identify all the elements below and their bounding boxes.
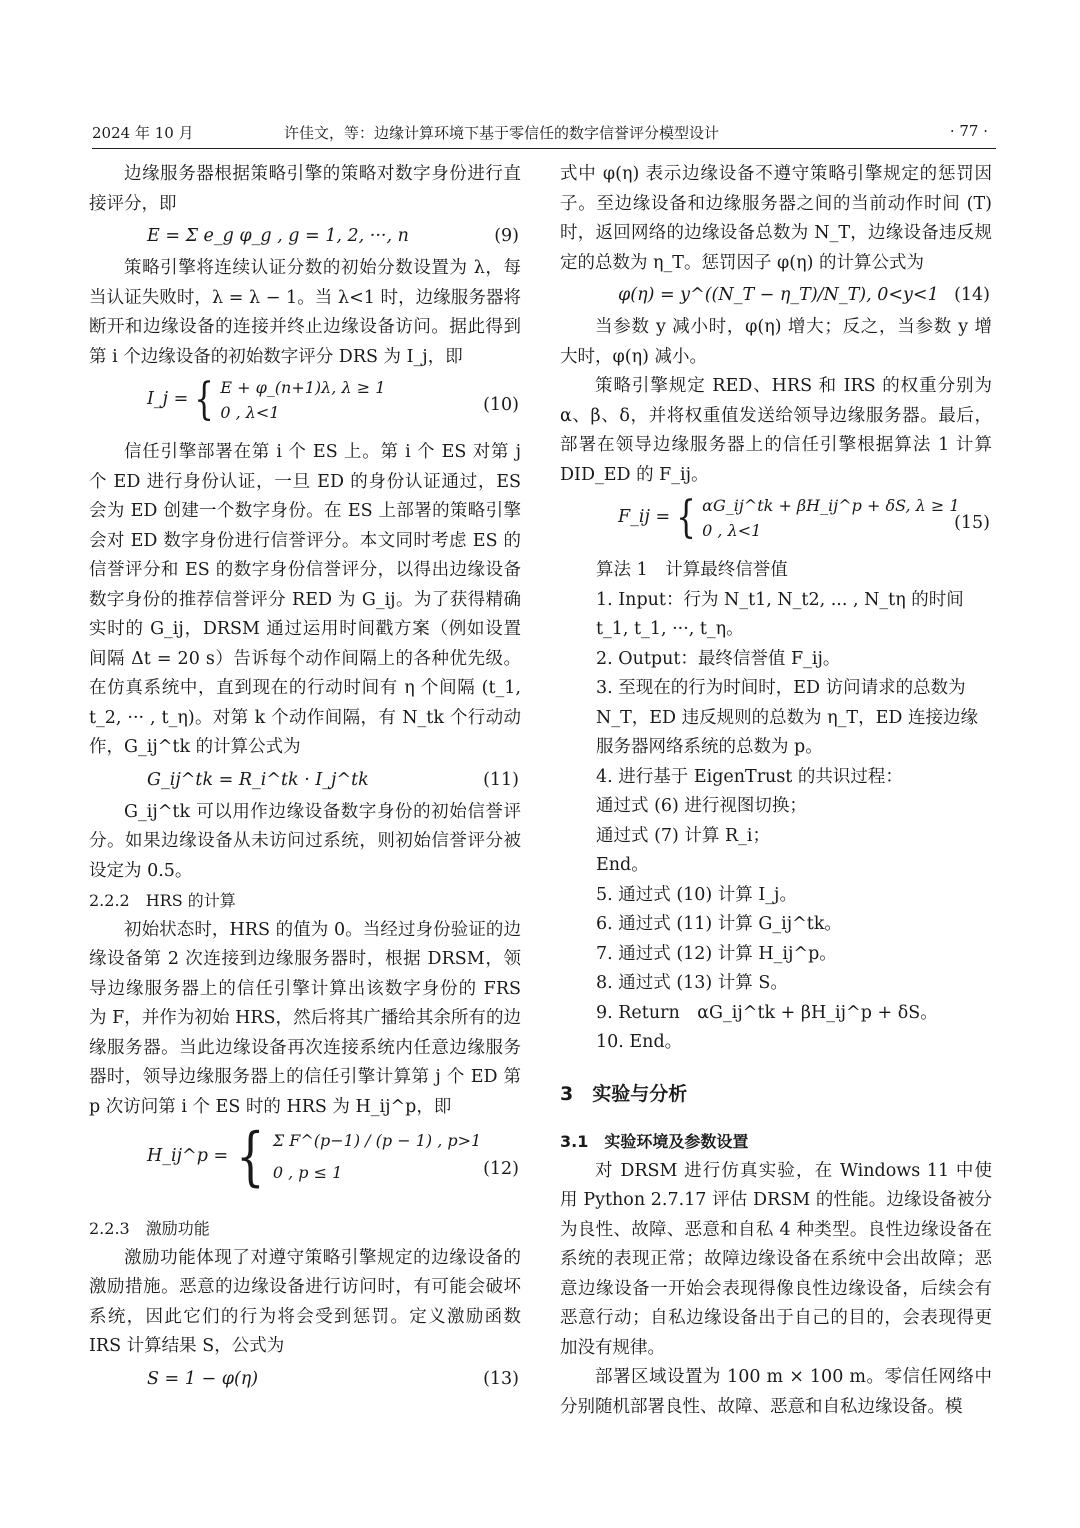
- equation-cases: [273, 1125, 481, 1189]
- paragraph: 策略引擎规定 RED、HRS 和 IRS 的权重分别为 α、β、δ，并将权重值发送给领导边缘服务器。最后，部署在领导边缘服务器上的信任引擎根据算法 1 计算 DID_ED 的 F_ij。: [560, 376, 992, 485]
- equation-12: [89, 1120, 521, 1211]
- equation-body: φ(η) = y^((N_T − η_T)/N_T), 0<y<1: [618, 285, 939, 305]
- header-date: 2024 年 10 月: [92, 124, 194, 142]
- equation-number: (10): [483, 395, 519, 415]
- subsection-heading: 3.1 实验环境及参数设置: [560, 1132, 749, 1151]
- algorithm-step: 5. 通过式 (10) 计算 I_j。: [596, 884, 797, 905]
- paragraph: 式中 φ(η) 表示边缘设备不遵守策略引擎规定的惩罚因子。至边缘设备和边缘服务器之间的当前动作时间 (T) 时，返回网络的边缘设备总数为 N_T，边缘设备违反规定的总数为 η_T。惩罚因子 φ(η) 的计算公式为: [560, 164, 992, 273]
- equation-cases: [220, 375, 385, 425]
- equation-case: 0 , λ<1: [702, 521, 762, 540]
- equation-14: [560, 281, 992, 310]
- algorithm-step: 7. 通过式 (12) 计算 H_ij^p。: [596, 943, 837, 964]
- equation-case: E + φ_(n+1)λ, λ ≥ 1: [220, 378, 386, 397]
- equation-15: [560, 493, 992, 553]
- running-header: [92, 118, 996, 149]
- equation-body: [618, 493, 960, 543]
- equation-number: (14): [954, 285, 990, 305]
- header-title: 许佳文，等：边缘计算环境下基于零信任的数字信誉评分模型设计: [284, 124, 720, 142]
- equation-body: [147, 1120, 482, 1194]
- equation-10: [89, 375, 521, 435]
- equation-case: 0 , λ<1: [220, 403, 280, 422]
- algorithm-step: 通过式 (6) 进行视图切换；: [596, 796, 807, 816]
- equation-number: (9): [494, 226, 519, 246]
- equation-cases: [702, 493, 959, 543]
- paragraph: 信任引擎部署在第 i 个 ES 上。第 i 个 ES 对第 j 个 ED 进行身份认证，一旦 ED 的身份认证通过，ES 会为 ED 创建一个数字身份。在 ES 上部署的策略引擎会对 ED 数字身份进行信誉评分。本文同时考虑 ES 的信誉评分和 ES 的数字身份信誉评分，以得出边缘设备数字身份的推荐信誉评分 RED 为 G_ij。为了获得精确实时的 G_ij，DRSM 通过运用时间戳方案（例如设置间隔 Δt = 20 s）告诉每个动作间隔上的各种优先级。在仿真系统中，直到现在的行动时间有 η 个间隔 (t_1, t_2, ··· , t_η)。对第 k 个动作间隔，有 N_tk 个行动动作，G_ij^tk 的计算公式为: [89, 442, 521, 757]
- algorithm-step: 4. 进行基于 EigenTrust 的共识过程：: [596, 766, 903, 787]
- brace-symbol: {: [676, 492, 696, 543]
- equation-13: [89, 1365, 521, 1394]
- equation-number: (12): [483, 1159, 519, 1179]
- algorithm-title: 算法 1 计算最终信誉值: [596, 560, 788, 580]
- header-page-number: · 77 ·: [949, 122, 988, 140]
- algorithm-step: 6. 通过式 (11) 计算 G_ij^tk。: [596, 914, 842, 934]
- subsection-heading: 2.2.2 HRS 的计算: [89, 891, 236, 910]
- equation-number: (15): [954, 513, 990, 533]
- equation-body: S = 1 − φ(η): [147, 1368, 259, 1389]
- equation-case: Σ F^(p−1) / (p − 1) , p>1: [272, 1131, 482, 1150]
- paragraph: 当参数 y 减小时，φ(η) 增大；反之，当参数 y 增大时，φ(η) 减小。: [560, 317, 992, 367]
- section-heading: 3 实验与分析: [560, 1082, 688, 1105]
- algorithm-step: 9. Return αG_ij^tk + βH_ij^p + δS。: [596, 1002, 938, 1023]
- algorithm-step: 3. 至现在的行为时间时，ED 访问请求的总数为 N_T，ED 违反规则的总数为 η_T，ED 连接边缘服务器网络系统的总数为 p。: [596, 678, 978, 757]
- equation-case: αG_ij^tk + βH_ij^p + δS, λ ≥ 1: [702, 496, 960, 515]
- paragraph: 部署区域设置为 100 m × 100 m。零信任网络中分别随机部署良性、故障、恶意和自私边缘设备。模: [560, 1367, 992, 1417]
- equation-body: E = Σ e_g φ_g , g = 1, 2, ···, n: [147, 226, 409, 246]
- equation-lhs: I_j =: [147, 389, 189, 410]
- paragraph: 初始状态时，HRS 的值为 0。当经过身份验证的边缘设备第 2 次连接到边缘服务器时，根据 DRSM，领导边缘服务器上的信任引擎计算出该数字身份的 FRS 为 F，并作为初始 HRS，然后将其广播给其余所有的边缘服务器。当此边缘设备再次连接系统内任意边缘服务器时，领导边缘服务器上的信任引擎计算第 j 个 ED 第 p 次访问第 i 个 ES 时的 HRS 为 H_ij^p，即: [89, 919, 521, 1117]
- equation-case: 0 , p ≤ 1: [272, 1163, 343, 1182]
- paragraph: 策略引擎将连续认证分数的初始分数设置为 λ，每当认证失败时，λ = λ − 1。当 λ<1 时，边缘服务器将断开和边缘设备的连接并终止边缘设备访问。据此得到第 i 个边缘设备的初始数字评分 DRS 为 I_j，即: [89, 258, 521, 367]
- algorithm-step: 通过式 (7) 计算 R_i；: [596, 825, 770, 846]
- algorithm-step: End。: [596, 855, 649, 875]
- left-column: [89, 160, 521, 1397]
- paragraph: G_ij^tk 可以用作边缘设备数字身份的初始信誉评分。如果边缘设备从未访问过系统，则初始信誉评分被设定为 0.5。: [89, 801, 521, 881]
- algorithm-step: 8. 通过式 (13) 计算 S。: [596, 973, 788, 993]
- equation-body: G_ij^tk = R_i^tk · I_j^tk: [147, 769, 369, 790]
- equation-9: [89, 222, 521, 251]
- algorithm-step: 2. Output：最终信誉值 F_ij。: [596, 648, 841, 669]
- equation-lhs: H_ij^p =: [147, 1146, 229, 1167]
- algorithm-step: 10. End。: [596, 1032, 683, 1052]
- paragraph: 对 DRSM 进行仿真实验，在 Windows 11 中使用 Python 2.7.17 评估 DRSM 的性能。边缘设备被分为良性、故障、恶意和自私 4 种类型。良性边缘设备在系统的表现正常；故障边缘设备在系统中会出故障；恶意边缘设备一开始会表现得像良性边缘设备，后续会有恶意行动；自私边缘设备出于自己的目的，会表现得更加没有规律。: [560, 1160, 992, 1358]
- brace-symbol: {: [236, 1120, 265, 1194]
- right-column: [560, 160, 992, 1422]
- equation-lhs: F_ij =: [618, 507, 671, 528]
- equation-number: (13): [483, 1368, 519, 1389]
- subsection-heading: 2.2.3 激励功能: [89, 1219, 210, 1238]
- equation-number: (11): [483, 769, 519, 790]
- paragraph: 激励功能体现了对遵守策略引擎规定的边缘设备的激励措施。恶意的边缘设备进行访问时，有可能会破坏系统，因此它们的行为将会受到惩罚。定义激励函数 IRS 计算结果 S，公式为: [89, 1247, 521, 1356]
- equation-11: [89, 766, 521, 795]
- paragraph: 边缘服务器根据策略引擎的策略对数字身份进行直接评分，即: [89, 164, 521, 214]
- algorithm-step: 1. Input：行为 N_t1, N_t2, ... , N_tη 的时间 t_1, t_1, ···, t_η。: [596, 589, 964, 639]
- equation-body: [147, 375, 385, 425]
- brace-symbol: {: [194, 374, 215, 425]
